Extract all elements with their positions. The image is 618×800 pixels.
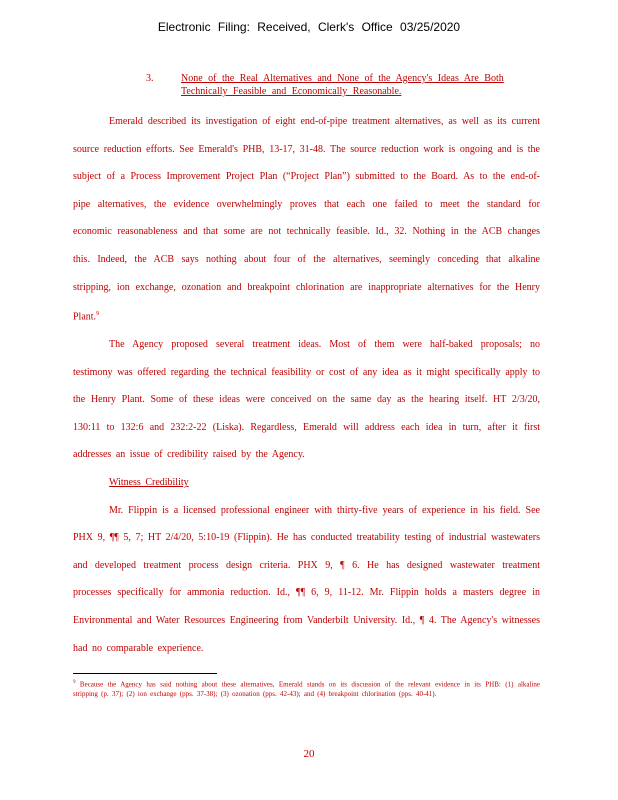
body-text: [73, 108, 540, 662]
footnote-divider: [73, 673, 217, 674]
paragraph-1: [73, 108, 540, 331]
filing-header: Electronic Filing: Received, Clerk's Office 03/25/2020: [157, 20, 461, 34]
section-number: 3.: [146, 73, 154, 84]
paragraph-3: Mr. Flippin is a licensed professional engineer with thirty-five years of experience in his field. See PHX 9, ¶¶ 5, 7; HT 2/4/20, 5:10-19 (Flippin). He has conducted treatability testing of industrial wastewaters and developed treatment process design criteria. PHX 9, ¶ 6. He has designed wastewater treatment processes specifically for ammonia reduction. Id., ¶¶ 6, 9, 11-12. Mr. Flippin holds a masters degree in Environmental and Water Resources Engineering from Vanderbilt University. Id., ¶ 4. The Agency's witnesses had no comparable experience.: [73, 504, 540, 654]
subheading-text: Witness Credibility: [109, 477, 189, 489]
footnote: [73, 678, 540, 699]
paragraph-2: The Agency proposed several treatment ideas. Most of them were half-baked proposals; no testimony was offered regarding the technical feasibility or cost of any idea as it might specifically apply to the Henry Plant. Some of these ideas were conceived on the same day as the hearing itself. HT 2/3/20, 130:11 to 132:6 and 232:2-22 (Liska). Regardless, Emerald will address each idea in turn, after it first addresses an issue of credibility raised by the Agency.: [73, 339, 540, 461]
subheading: [73, 469, 540, 497]
page-number: 20: [303, 748, 315, 760]
footnote-marker: 9: [73, 680, 76, 685]
footnote-text: Because the Agency has said nothing about these alternatives, Emerald stands on its discussion of the relevant evidence in its PHB: (1) alkaline stripping (p. 37); (2) ion exchange (pps. 37-38); (3) ozonation (pps. 42-43); and (4) breakpoint chlorination (pps. 40-41).: [73, 680, 540, 699]
paragraph-1-text: Emerald described its investigation of eight end-of-pipe treatment alternatives, as well as its current source reduction efforts. See Emerald's PHB, 13-17, 31-48. The source reduction work is ongoing and is the subject of a Process Improvement Project Plan (“Project Plan”) submitted to the Board. As to the end-of-pipe alternatives, the evidence overwhelmingly proves that each one failed to meet the standard for economic reasonableness and that some are not technically feasible. Id., 32. Nothing in the ACB changes this. Indeed, the ACB says nothing about four of the alternatives, seemingly conceding that alkaline stripping, ion exchange, ozonation and breakpoint chlorination are inappropriate alternatives for the Henry Plant.: [73, 116, 540, 323]
section-title: None of the Real Alternatives and None of the Agency's Ideas Are Both Technically Feasible and Economically Reasonable.: [181, 73, 504, 97]
footnote-ref: 9: [96, 311, 100, 318]
